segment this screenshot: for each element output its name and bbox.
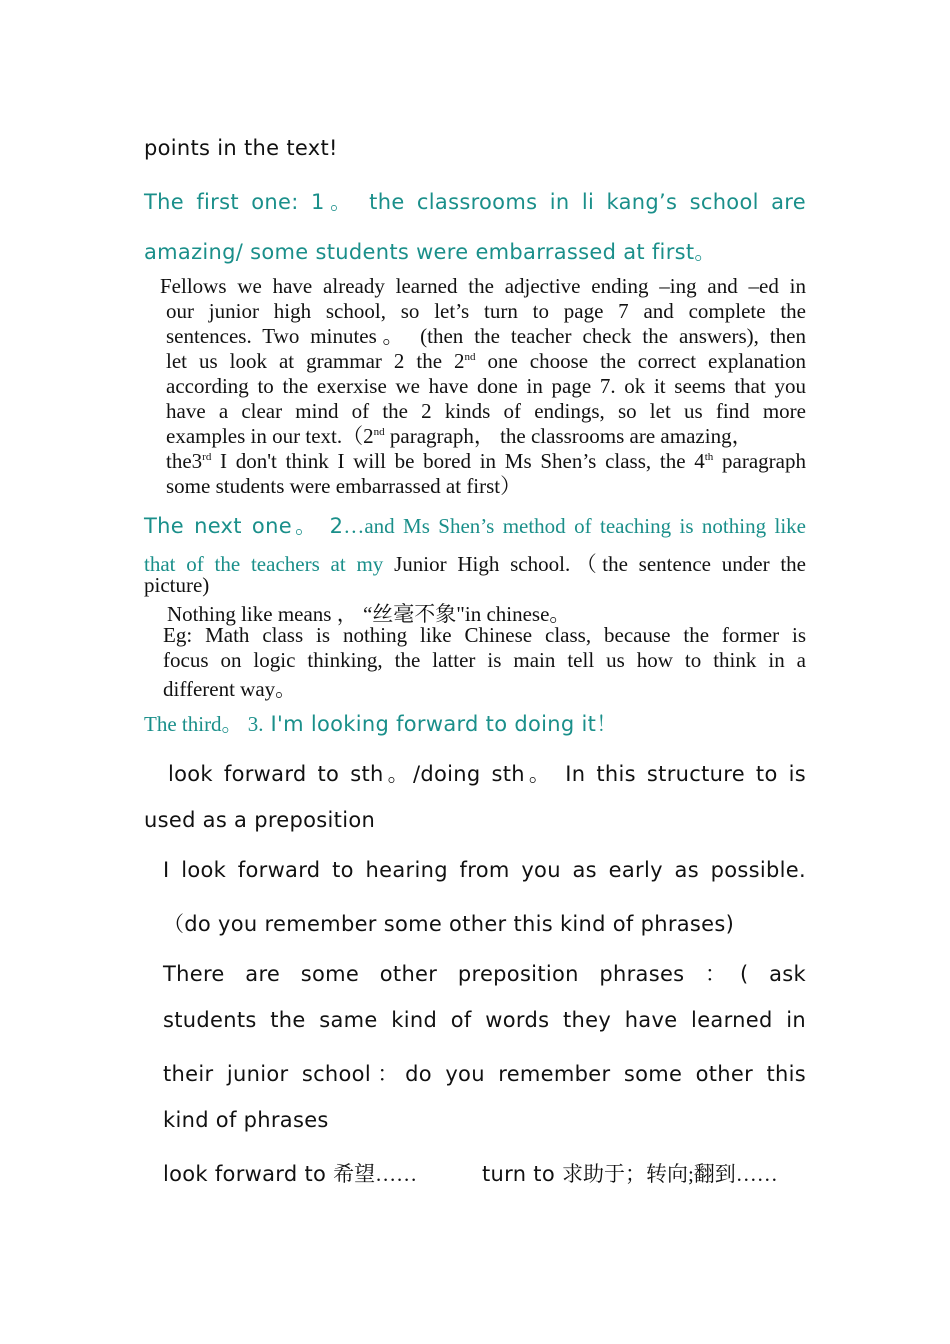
first-explanation-paragraph bbox=[160, 274, 806, 499]
look-forward-line-2: used as a preposition bbox=[144, 808, 376, 832]
first-para-line-2: our junior high school, so let’s turn to page 7 and complete the bbox=[166, 299, 806, 323]
question-line: （do you remember some other this kind of phrases) bbox=[163, 912, 735, 936]
look-forward-line-1: look forward to sth。/doing sth。 In this structure to is bbox=[168, 762, 806, 786]
line8-text-a: the3 bbox=[166, 449, 203, 473]
line8-text-c: paragraph bbox=[713, 449, 806, 473]
third-heading bbox=[144, 708, 617, 738]
first-para-line-4 bbox=[160, 349, 806, 374]
phrase-en: turn to bbox=[482, 1162, 562, 1186]
other-phrases-line-3: their junior school：do you remember some other this bbox=[163, 1062, 806, 1086]
next-heading-line-3: picture) bbox=[144, 573, 210, 597]
first-para-line-6: have a clear mind of the 2 kinds of endings, so let us find more bbox=[166, 399, 806, 423]
phrase-cn: 求助于；转向;翻到…… bbox=[561, 1162, 778, 1186]
first-para-line-9: some students were embarrassed at first） bbox=[166, 474, 522, 498]
first-para-line-8 bbox=[160, 449, 806, 474]
ordinal-sup: rd bbox=[202, 451, 212, 463]
first-para-line-3: sentences. Two minutes。 (then the teacher check the answers), then bbox=[166, 324, 806, 348]
example-sentence: I look forward to hearing from you as early as possible. bbox=[163, 858, 806, 882]
third-sentence: I'm looking forward to doing it！ bbox=[263, 712, 618, 736]
next-sentence-teal: that of the teachers at my bbox=[144, 552, 384, 576]
example-line-3: different way。 bbox=[163, 677, 297, 701]
next-sentence-part: …and Ms Shen’s method of teaching is nothing like bbox=[343, 514, 806, 538]
first-heading-line-1: The first one: 1。 the classrooms in li kang’s school are bbox=[144, 190, 806, 214]
other-phrases-line-1: There are some other preposition phrases ：( ask bbox=[163, 962, 806, 986]
example-line-2: focus on logic thinking, the latter is main tell us how to think in a bbox=[163, 648, 806, 672]
ordinal-sup: nd bbox=[464, 351, 476, 363]
phrase-turn-to bbox=[482, 1158, 778, 1188]
first-para-line-7 bbox=[160, 424, 806, 449]
next-sentence-black: Junior High school.（the sentence under the bbox=[383, 552, 806, 576]
first-para-line-1: Fellows we have already learned the adjective ending –ing and –ed in bbox=[160, 274, 806, 298]
ordinal-sup: th bbox=[704, 451, 714, 463]
intro-line: points in the text! bbox=[144, 136, 338, 160]
phrase-cn: 希望…… bbox=[333, 1162, 418, 1186]
third-label: The third。 3. bbox=[144, 712, 264, 736]
example-line-1: Eg: Math class is nothing like Chinese class, because the former is bbox=[163, 623, 806, 647]
line8-text-b: I don't think I will be bored in Ms Shen’s class, the 4 bbox=[211, 449, 705, 473]
ordinal-sup: nd bbox=[373, 426, 385, 438]
first-para-line-5: according to the exerxise we have done in page 7. ok it seems that you bbox=[166, 374, 806, 398]
next-label: The next one。 2 bbox=[144, 514, 344, 538]
first-heading-line-2: amazing/ some students were embarrassed at first。 bbox=[144, 240, 716, 264]
next-heading-line-1 bbox=[144, 510, 806, 540]
line4-text-b: one choose the correct explanation bbox=[475, 349, 806, 373]
other-phrases-line-4: kind of phrases bbox=[163, 1108, 329, 1132]
line4-text-a: let us look at grammar 2 the 2 bbox=[166, 349, 465, 373]
phrase-look-forward bbox=[163, 1158, 417, 1188]
line7-text-a: examples in our text.（2 bbox=[166, 424, 374, 448]
other-phrases-line-2: students the same kind of words they have learned in bbox=[163, 1008, 806, 1032]
nothing-like-meaning: Nothing like means ， “丝毫不象"in chinese。 bbox=[167, 602, 571, 626]
next-heading-line-2 bbox=[144, 548, 806, 578]
phrase-en: look forward to bbox=[163, 1162, 334, 1186]
line7-text-b: paragraph， the classrooms are amazing， bbox=[384, 424, 753, 448]
